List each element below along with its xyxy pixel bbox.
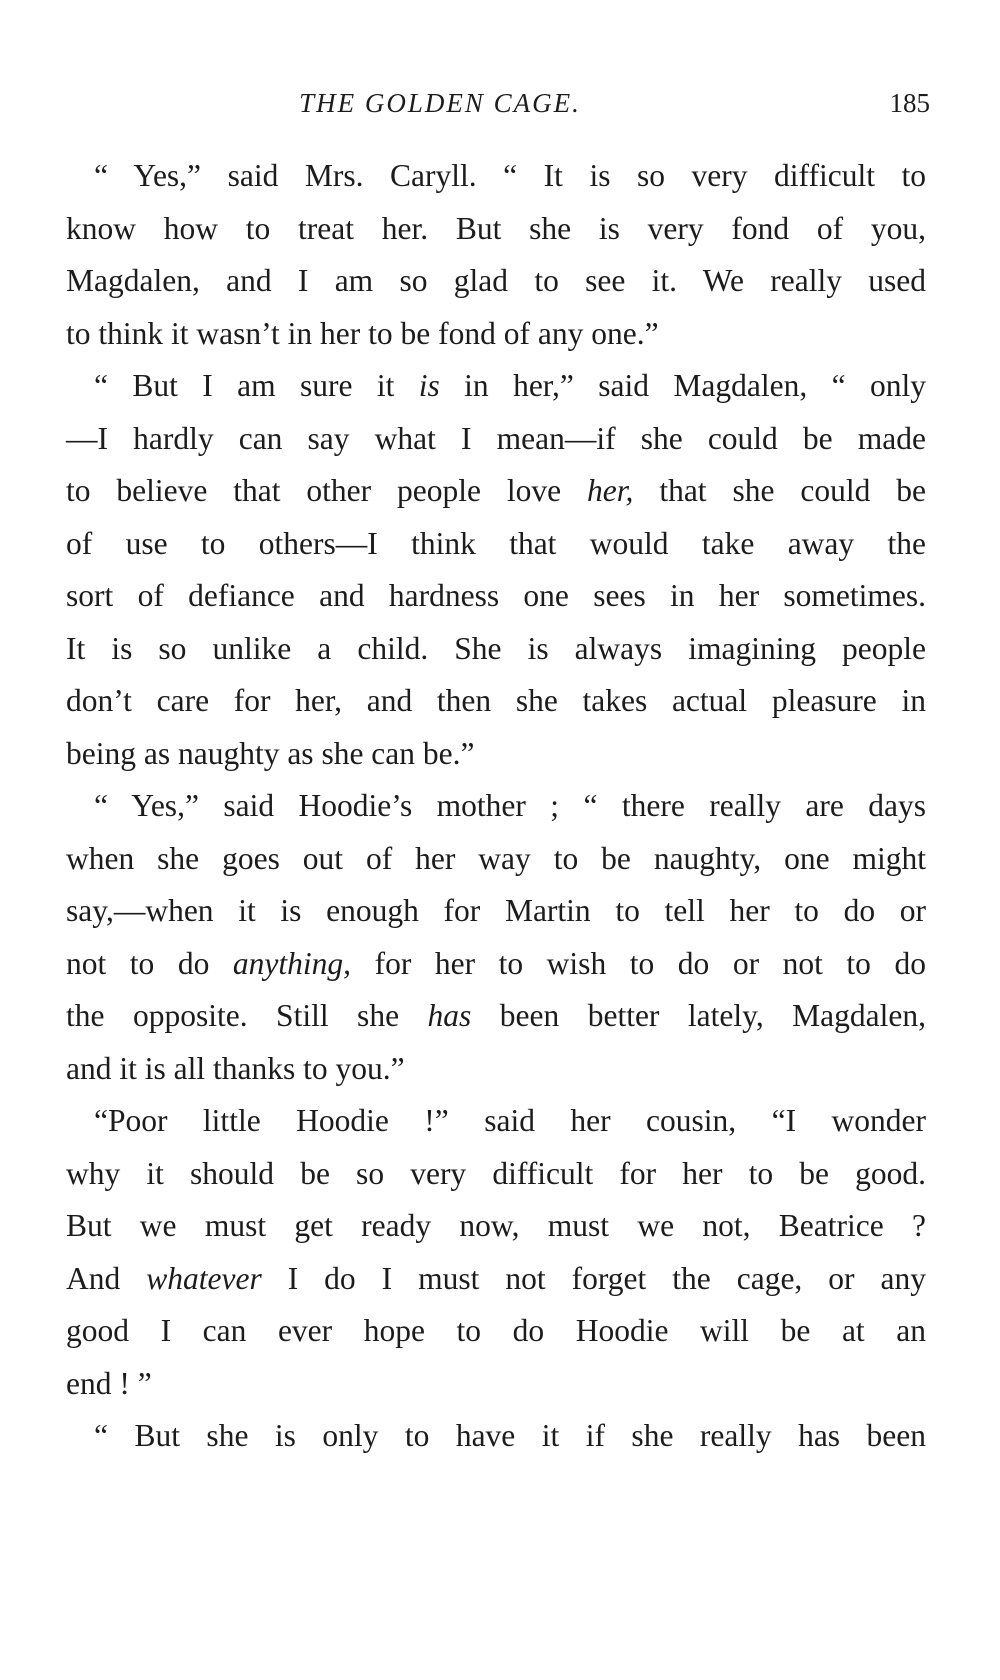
text-line: being as naughty as she can be.” bbox=[66, 735, 475, 771]
text-line: good I can ever hope to do Hoodie will be at an bbox=[66, 1313, 926, 1348]
body-text bbox=[66, 150, 926, 1463]
text-line: why it should be so very difficult for her to be good. bbox=[66, 1155, 926, 1191]
text-run: not to do bbox=[66, 945, 233, 981]
text-line bbox=[66, 465, 926, 518]
italic-emphasis: anything, bbox=[232, 945, 352, 981]
text-run: to believe that other people love bbox=[66, 473, 588, 508]
text-line: of use to others—I think that would take away the bbox=[66, 525, 926, 561]
text-line bbox=[66, 1253, 926, 1306]
text-line: “ Yes,” said Mrs. Caryll. “ It is so very difficult to bbox=[94, 158, 926, 193]
text-line: don’t care for her, and then she takes actual pleasure in bbox=[66, 683, 926, 718]
text-line: and it is all thanks to you.” bbox=[66, 1050, 405, 1086]
text-run: been better lately, Magdalen, bbox=[471, 998, 926, 1033]
text-run: the opposite. Still she bbox=[66, 998, 428, 1033]
text-line: “ Yes,” said Hoodie’s mother ; “ there really are days bbox=[94, 788, 926, 823]
text-line: know how to treat her. But she is very fond of you, bbox=[66, 210, 926, 246]
text-line: when she goes out of her way to be naughty, one might bbox=[66, 840, 926, 876]
text-run: in her,” said Magdalen, “ only bbox=[439, 368, 926, 403]
text-line: sort of defiance and hardness one sees in her sometimes. bbox=[66, 578, 926, 613]
text-line: end ! ” bbox=[66, 1365, 152, 1401]
text-line bbox=[66, 938, 926, 991]
text-run: And bbox=[66, 1260, 147, 1296]
text-line: “ But she is only to have it if she really has been bbox=[94, 1418, 926, 1453]
text-line: “Poor little Hoodie !” said her cousin, “I wonder bbox=[94, 1103, 926, 1138]
running-head bbox=[60, 88, 930, 128]
text-line: —I hardly can say what I mean—if she could be made bbox=[66, 420, 926, 456]
text-line: But we must get ready now, must we not, Beatrice ? bbox=[66, 1208, 926, 1243]
italic-emphasis: whatever bbox=[146, 1260, 262, 1296]
text-run: I do I must not forget the cage, or any bbox=[261, 1260, 926, 1296]
running-title: THE GOLDEN CAGE. bbox=[299, 88, 581, 118]
text-line: to think it wasn’t in her to be fond of any one.” bbox=[66, 315, 659, 351]
text-line: It is so unlike a child. She is always imagining people bbox=[66, 630, 926, 666]
italic-emphasis: her, bbox=[587, 473, 634, 508]
text-line: Magdalen, and I am so glad to see it. We really used bbox=[66, 263, 926, 298]
text-run: that she could be bbox=[633, 473, 926, 508]
text-line: say,—when it is enough for Martin to tell her to do or bbox=[66, 893, 926, 928]
text-line bbox=[66, 360, 926, 413]
text-run: for her to wish to do or not to do bbox=[351, 945, 926, 981]
text-line bbox=[66, 990, 926, 1043]
italic-emphasis: has bbox=[427, 998, 472, 1033]
text-run: “ But I am sure it bbox=[94, 368, 419, 403]
page-number: 185 bbox=[889, 88, 930, 118]
italic-emphasis: is bbox=[418, 368, 440, 403]
